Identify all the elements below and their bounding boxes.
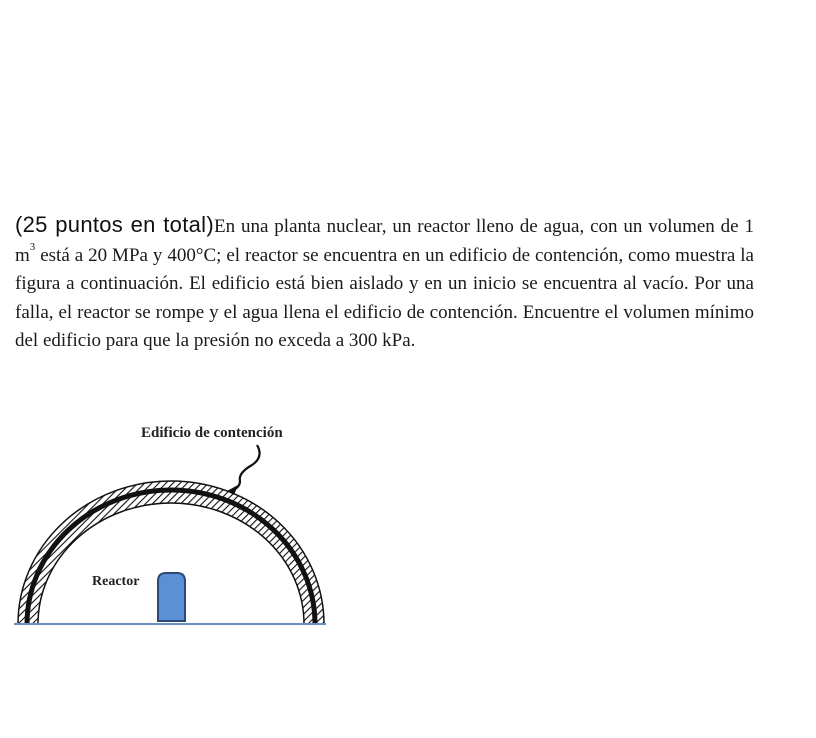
reactor-label: Reactor xyxy=(92,574,140,589)
containment-diagram xyxy=(0,415,340,645)
containment-figure xyxy=(0,415,340,645)
cubic-superscript: 3 xyxy=(29,241,36,254)
label-arrow xyxy=(233,445,260,490)
problem-text-part1: En una planta nuclear, un reactor lleno de agua, con un volumen de 1 m xyxy=(15,216,754,266)
problem-statement xyxy=(15,211,754,356)
points-label: (25 puntos en total) xyxy=(15,212,214,237)
problem-text-part2: está a 20 MPa y 400°C; el reactor se encuentra en un edificio de contención, como muestra la figura a continuación. El edificio está bien aislado y en un inicio se encuentra al vacío. Por una falla, el reactor se rompe y el agua llena el edificio de contención. Encuentre el volumen mínimo del edificio para que la presión no exceda a 300 kPa. xyxy=(15,244,754,351)
reactor-vessel xyxy=(158,573,185,621)
building-label: Edificio de contención xyxy=(141,425,283,441)
